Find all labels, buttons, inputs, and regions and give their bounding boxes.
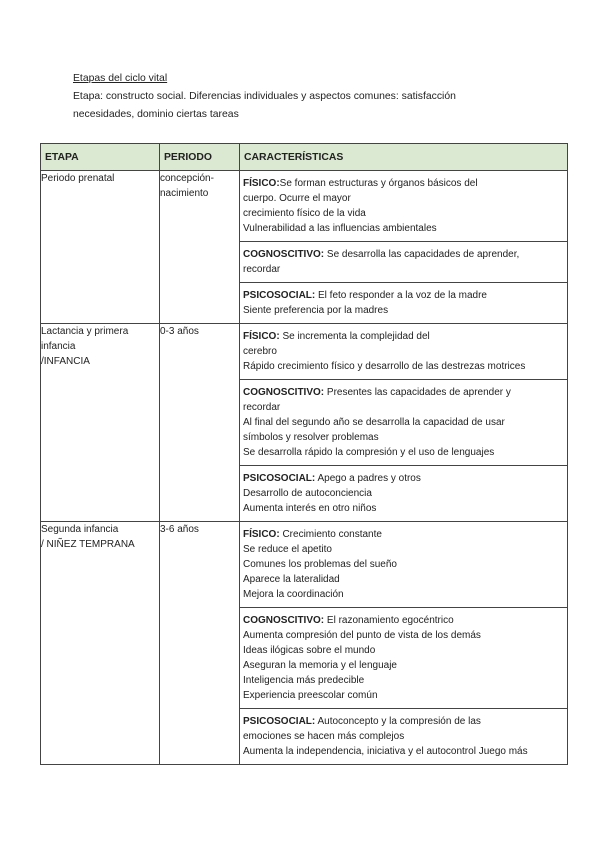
cognoscitivo-text: Se desarrolla las capacidades de aprender, — [324, 249, 520, 260]
periodo-cell — [160, 324, 240, 522]
fisico-text: Mejora la coordinación — [243, 589, 344, 600]
cognoscitivo-label: COGNOSCITIVO: — [243, 615, 325, 626]
psicosocial-first-line — [243, 714, 563, 729]
psicosocial-text: El feto responder a la voz de la madre — [315, 290, 487, 301]
cognoscitivo-text: Experiencia preescolar común — [243, 690, 378, 701]
table-row — [41, 324, 568, 522]
psicosocial-label: PSICOSOCIAL: — [243, 716, 316, 727]
caracteristicas-cell — [240, 324, 568, 522]
cognoscitivo-block — [240, 608, 567, 709]
cognoscitivo-text: Aseguran la memoria y el lenguaje — [243, 660, 397, 671]
cognoscitivo-first-line — [243, 613, 563, 628]
etapa-cell — [41, 324, 160, 522]
psicosocial-text: emociones se hacen más complejos — [243, 731, 405, 742]
document-title: Etapas del ciclo vital — [73, 73, 168, 84]
etapa-cell — [41, 171, 160, 324]
fisico-text: Vulnerabilidad a las influencias ambientales — [243, 223, 437, 234]
psicosocial-first-line — [243, 471, 563, 486]
periodo-cell — [160, 171, 240, 324]
fisico-first-line — [243, 329, 563, 344]
cognoscitivo-text: Se desarrolla rápido la compresión y el uso de lenguajes — [243, 447, 495, 458]
psicosocial-text: Siente preferencia por la madres — [243, 305, 389, 316]
psicosocial-block — [240, 709, 567, 764]
fisico-text: Se incrementa la complejidad del — [279, 331, 430, 342]
table-body — [41, 171, 568, 765]
intro-line-1: Etapa: constructo social. Diferencias individuales y aspectos comunes: satisfacción — [73, 91, 456, 102]
fisico-label: FÍSICO: — [243, 331, 280, 342]
etapa-cell — [41, 522, 160, 765]
cognoscitivo-text: Al final del segundo año se desarrolla la capacidad de usar — [243, 417, 505, 428]
psicosocial-label: PSICOSOCIAL: — [243, 473, 316, 484]
fisico-text: Comunes los problemas del sueño — [243, 559, 397, 570]
fisico-label: FÍSICO: — [243, 529, 280, 540]
etapa-text: /INFANCIA — [41, 356, 90, 367]
psicosocial-block — [240, 283, 567, 323]
intro-line-2: necesidades, dominio ciertas tareas — [73, 109, 239, 120]
psicosocial-text: Autoconcepto y la compresión de las — [315, 716, 481, 727]
fisico-label: FÍSICO: — [243, 178, 280, 189]
periodo-cell — [160, 522, 240, 765]
cognoscitivo-first-line — [243, 247, 563, 262]
fisico-block — [240, 171, 567, 242]
life-cycle-table — [40, 143, 568, 765]
fisico-block — [240, 324, 567, 380]
cognoscitivo-text: Ideas ilógicas sobre el mundo — [243, 645, 376, 656]
fisico-text: Crecimiento constante — [279, 529, 382, 540]
fisico-text: cuerpo. Ocurre el mayor — [243, 193, 351, 204]
psicosocial-text: Apego a padres y otros — [315, 473, 421, 484]
psicosocial-text: Aumenta interés en otro niños — [243, 503, 377, 514]
fisico-text: cerebro — [243, 346, 277, 357]
etapa-text: Periodo prenatal — [41, 173, 115, 184]
fisico-text: Rápido crecimiento físico y desarrollo de las destrezas motrices — [243, 361, 526, 372]
header-caracteristicas: CARACTERÍSTICAS — [240, 144, 568, 171]
cognoscitivo-first-line — [243, 385, 563, 400]
cognoscitivo-block — [240, 380, 567, 466]
table-header-row — [41, 144, 568, 171]
periodo-text: nacimiento — [160, 188, 209, 199]
caracteristicas-cell — [240, 522, 568, 765]
psicosocial-text: Desarrollo de autoconciencia — [243, 488, 372, 499]
cognoscitivo-text: Inteligencia más predecible — [243, 675, 365, 686]
fisico-first-line — [243, 176, 563, 191]
periodo-text: 0-3 años — [160, 326, 199, 337]
cognoscitivo-label: COGNOSCITIVO: — [243, 387, 325, 398]
fisico-first-line — [243, 527, 563, 542]
fisico-text: Aparece la lateralidad — [243, 574, 340, 585]
cognoscitivo-text: recordar — [243, 264, 281, 275]
psicosocial-block — [240, 466, 567, 521]
etapa-text: / NIÑEZ TEMPRANA — [41, 539, 135, 550]
psicosocial-first-line — [243, 288, 563, 303]
fisico-text: Se reduce el apetito — [243, 544, 332, 555]
header-etapa: ETAPA — [41, 144, 160, 171]
cognoscitivo-text: Presentes las capacidades de aprender y — [324, 387, 511, 398]
etapa-text: Lactancia y primera — [41, 326, 129, 337]
cognoscitivo-label: COGNOSCITIVO: — [243, 249, 325, 260]
fisico-text: Se forman estructuras y órganos básicos del — [279, 178, 478, 189]
periodo-text: 3-6 años — [160, 524, 199, 535]
cognoscitivo-block — [240, 242, 567, 283]
cognoscitivo-text: El razonamiento egocéntrico — [324, 615, 454, 626]
intro-section — [73, 70, 543, 124]
psicosocial-text: Aumenta la independencia, iniciativa y el autocontrol Juego más — [243, 746, 528, 757]
psicosocial-label: PSICOSOCIAL: — [243, 290, 316, 301]
fisico-text: crecimiento físico de la vida — [243, 208, 366, 219]
cognoscitivo-text: símbolos y resolver problemas — [243, 432, 379, 443]
table-row — [41, 522, 568, 765]
table-row — [41, 171, 568, 324]
fisico-block — [240, 522, 567, 608]
cognoscitivo-text: Aumenta compresión del punto de vista de los demás — [243, 630, 481, 641]
caracteristicas-cell — [240, 171, 568, 324]
header-periodo: PERIODO — [160, 144, 240, 171]
etapa-text: Segunda infancia — [41, 524, 119, 535]
cognoscitivo-text: recordar — [243, 402, 281, 413]
etapa-text: infancia — [41, 341, 76, 352]
periodo-text: concepción- — [160, 173, 214, 184]
